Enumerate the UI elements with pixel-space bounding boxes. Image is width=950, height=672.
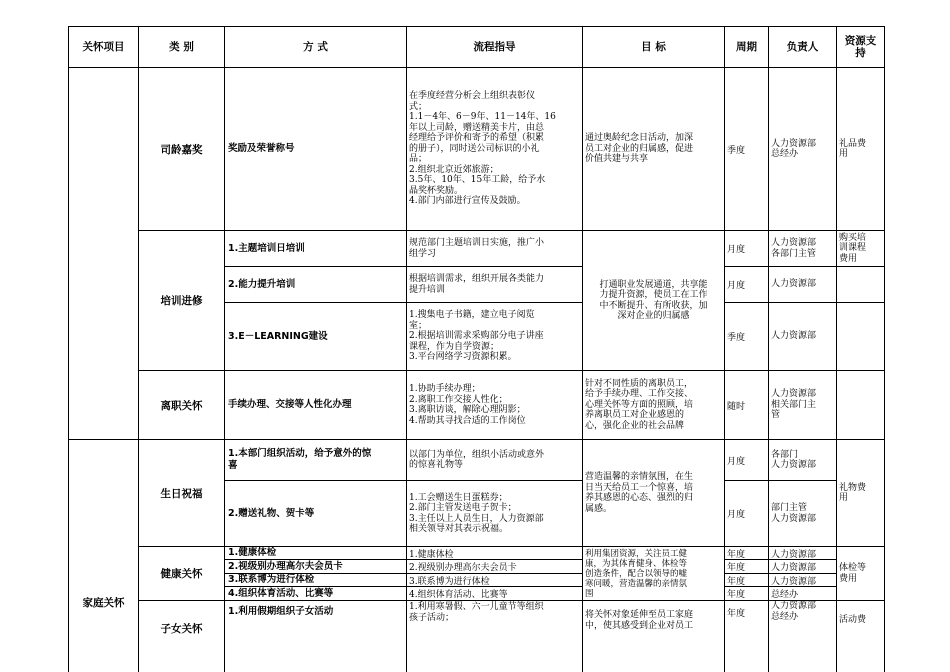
header-resource: 资源支持 <box>844 35 877 59</box>
method-health-3: 3.联系博为进行体检 <box>228 574 315 585</box>
owner-training-3: 人力资源部 <box>771 331 817 342</box>
period-training-3: 季度 <box>727 333 746 343</box>
resource-training-1: 购买培 训课程 费用 <box>839 232 867 264</box>
period-health-3: 年度 <box>727 576 746 586</box>
owner-birthday-2: 部门主管 人力资源部 <box>771 503 817 524</box>
owner-training-2: 人力资源部 <box>771 279 817 290</box>
category-children: 子女关怀 <box>160 623 203 635</box>
period-training-2: 月度 <box>727 281 746 291</box>
flow-seniority: 在季度经营分析会上组织表彰仪 式； 1.1－4年、6－9年、11－14年、16 年以上司龄，赠送精美卡片，由总 经理给予评价和寄予的希望（积累 的册子），同时送公司标识的小礼 品； 2.组织北京近郊旅游； 3.5年、10年、15年工龄，给予水 晶奖杯奖励。 4.部门内部进行宣传及鼓励。 <box>409 91 556 207</box>
period-health-4: 年度 <box>727 590 746 600</box>
period-health-1: 年度 <box>727 549 746 559</box>
period-health-2: 年度 <box>727 563 746 573</box>
period-training-1: 月度 <box>727 245 746 255</box>
flow-birthday-1: 以部门为单位，组织小活动或意外 的惊喜礼物等 <box>409 449 545 470</box>
header-owner: 负责人 <box>786 41 819 53</box>
method-health-2: 2.视级别办理高尔夫会员卡 <box>228 560 343 572</box>
period-children: 年度 <box>727 608 746 619</box>
goal-training: 打通职业发展通道，共享能 力提升资源，使员工在工作 中不断提升、有所收获，加 深对企业的归属感 <box>599 279 708 321</box>
group-family: 家庭关怀 <box>82 597 125 609</box>
flow-training-3: 1.搜集电子书籍，建立电子阅览 室； 2.根据培训需求采购部分电子讲座 课程，作为自学资源； 3.平台网络学习资源积累。 <box>409 310 544 363</box>
category-birthday: 生日祝福 <box>160 487 203 500</box>
category-health: 健康关怀 <box>160 568 203 580</box>
method-children: 1.利用假期组织子女活动 <box>228 606 334 617</box>
owner-health-2: 人力资源部 <box>771 563 817 573</box>
flow-health-1: 1.健康体检 <box>409 549 454 559</box>
owner-health-3: 人力资源部 <box>771 576 817 586</box>
period-birthday-2: 月度 <box>727 510 746 520</box>
period-birthday-1: 月度 <box>727 456 746 467</box>
method-health-4: 4.组织体育活动、比赛等 <box>228 587 334 599</box>
header-item: 关怀项目 <box>82 41 125 53</box>
goal-departure: 针对不同性质的离职员工， 给予手续办理、工作交接、 心理关怀等方面的照顾，培 养离职员工对企业感恩的 心，强化企业的社会品牌 <box>585 378 694 431</box>
resource-seniority: 礼品费 用 <box>839 138 867 159</box>
flow-children: 1.利用寒暑假、六一儿童节等组织 孩子活动； <box>409 602 544 623</box>
header-period: 周期 <box>736 41 757 53</box>
method-training-3: 3.E－LEARNING建设 <box>228 330 328 342</box>
method-birthday-1: 1.本部门组织活动，给予意外的惊 喜 <box>228 448 372 471</box>
owner-health-4: 总经办 <box>771 590 799 600</box>
col-line-8 <box>884 26 885 672</box>
owner-training-1: 人力资源部 各部门主管 <box>771 238 817 259</box>
flow-training-2: 根据培训需求，组织开展各类能力 提升培训 <box>409 274 545 295</box>
flow-training-1: 规范部门主题培训日实施，推广小 组学习 <box>409 238 545 259</box>
goal-birthday: 营造温馨的亲情氛围，在生 日当天给员工一个惊喜，培 养其感恩的心态、强烈的归 属感。 <box>585 472 694 514</box>
category-training: 培训进修 <box>160 295 203 307</box>
owner-departure: 人力资源部 相关部门主 管 <box>771 389 817 421</box>
owner-health-1: 人力资源部 <box>771 549 817 559</box>
period-departure: 随时 <box>727 401 746 412</box>
resource-birthday: 礼物费 用 <box>839 482 867 503</box>
header-goal: 目 标 <box>641 41 666 53</box>
flow-health-4: 4.组织体育活动、比赛等 <box>409 590 508 600</box>
flow-health-2: 2.视级别办理高尔夫会员卡 <box>409 563 517 573</box>
header-flow: 流程指导 <box>473 41 516 53</box>
owner-seniority: 人力资源部 总经办 <box>771 138 817 159</box>
resource-health: 体检等 费用 <box>839 563 867 584</box>
goal-seniority: 通过奥龄纪念日活动，加深 员工对企业的归属感，促进 价值共建与共享 <box>585 133 694 165</box>
category-seniority: 司龄嘉奖 <box>160 143 203 156</box>
method-health-1: 1.健康体检 <box>228 547 277 558</box>
goal-children: 将关怀对象延伸至员工家庭 中，使其感受到企业对员工 <box>585 610 694 631</box>
method-seniority: 奖励及荣誉称号 <box>228 143 295 154</box>
header-method: 方 式 <box>303 41 328 53</box>
method-training-2: 2.能力提升培训 <box>228 278 296 290</box>
flow-health-3: 3.联系博为进行体检 <box>409 576 490 586</box>
flow-departure: 1.协助手续办理； 2.离职工作交接人性化； 3.离职访谈，解除心理阴影； 4.帮助其寻找合适的工作岗位 <box>409 384 526 426</box>
owner-children: 人力资源部 总经办 <box>771 601 817 622</box>
method-training-1: 1.主题培训日培训 <box>228 242 305 254</box>
resource-children: 活动费 <box>839 615 867 625</box>
goal-health: 利用集团资源，关注员工健 康，为其体育健身、体检等 创造条件，配合以领导的嘘 寒问暖，营造温馨的亲情氛 围 <box>585 548 688 599</box>
flow-birthday-2: 1.工会赠送生日蛋糕券； 2.部门主管发送电子贺卡； 3.主任以上人员生日，人力资源部 相关领导对其表示祝福。 <box>409 492 544 534</box>
category-departure: 离职关怀 <box>160 399 203 412</box>
method-departure: 手续办理、交接等人性化办理 <box>228 399 352 410</box>
owner-birthday-1: 各部门 人力资源部 <box>771 449 817 470</box>
period-seniority: 季度 <box>727 145 746 156</box>
header-category: 类 别 <box>169 41 194 53</box>
method-birthday-2: 2.赠送礼物、贺卡等 <box>228 507 315 519</box>
